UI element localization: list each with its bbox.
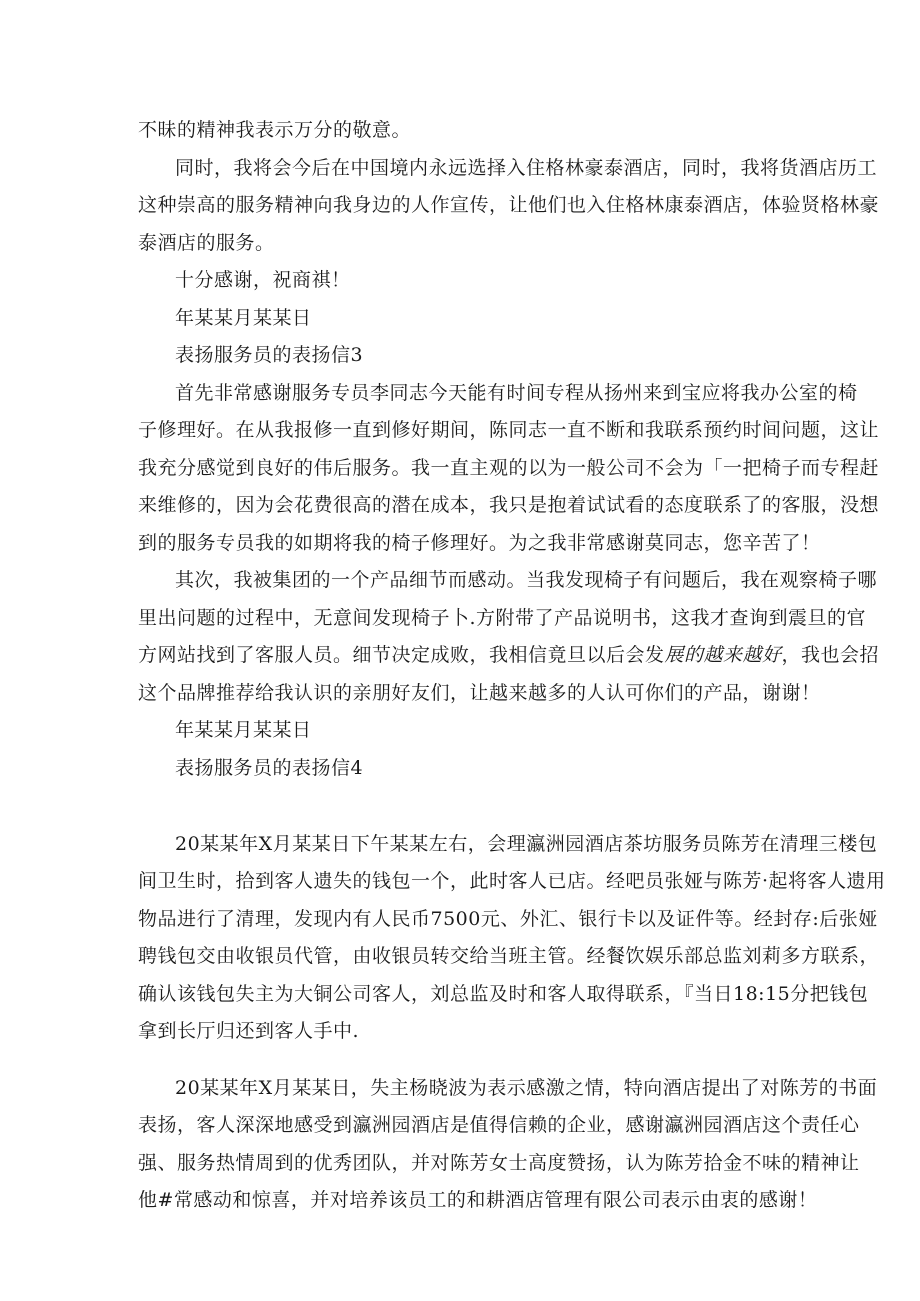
date-line: 年某某月某某日	[175, 719, 312, 741]
text-line: 里出问题的过程中，无意间发现椅子卜.方附带了产品说明书，这我才查询到震旦的官	[138, 607, 867, 629]
italic-text-run: 展的越来越好	[664, 644, 782, 666]
text-run: ，我也会招	[781, 644, 880, 666]
text-line: 拿到长厅归还到客人手中.	[138, 1020, 360, 1042]
text-line: 强、服务热情周到的优秀团队，并对陈芳女士高度赞扬，认为陈芳拾金不味的精神让	[138, 1152, 860, 1174]
date-line: 年某某月某某日	[175, 307, 312, 329]
text-line: 间卫生时，拾到客人遗失的钱包一个，此时客人已店。经吧员张娅与陈芳·起将客人遗用	[138, 870, 886, 892]
text-line: 物品进行了清理，发现内有人民币7500元、外汇、银行卡以及证件等。经封存:后张娅	[138, 908, 878, 930]
text-line: 不昧的精神我表示万分的敬意。	[138, 119, 412, 141]
section-heading: 表扬服务员的表扬信3	[175, 344, 364, 366]
text-line: 20某某年X月某某日，失主杨晓波为表示感激之情，特向酒店提出了对陈芳的书面	[175, 1077, 878, 1099]
text-line: 表扬，客人深深地感受到瀛洲园酒店是值得信赖的企业，感谢瀛洲园酒店这个责任心	[138, 1114, 860, 1136]
text-line: 我充分感觉到良好的伟后服务。我一直主观的以为一般公司不会为「一把椅子而专程赶	[138, 457, 880, 479]
text-line: 到的服务专员我的如期将我的椅子修理好。为之我非常感谢莫同志，您辛苦了！	[138, 532, 821, 554]
text-line: 泰酒店的服务。	[138, 232, 275, 254]
closing-line: 十分感谢，祝商祺！	[175, 269, 351, 291]
text-line: 子修理好。在从我报修一直到修好期间，陈同志一直不断和我联系预约时间问题，这让	[138, 419, 880, 441]
section-heading: 表扬服务员的表扬信4	[175, 757, 364, 779]
text-line: 来维修的，因为会花费很高的潜在成本，我只是抱着试试看的态度联系了的客服，没想	[138, 494, 880, 516]
text-run: 方网站找到了客服人员。细节决定成败，我相信竟旦以后会发	[138, 644, 665, 666]
text-line: 其次，我被集团的一个产品细节而感动。当我发现椅子有问题后，我在观察椅子哪	[175, 569, 878, 591]
text-line: 这种崇高的服务精神向我身边的人作宣传，让他们也入住格林康泰酒店，体验贤格林豪	[138, 194, 880, 216]
text-line: 他#常感动和惊喜，并对培养该员工的和耕酒店管理有限公司表示由衷的感谢！	[138, 1189, 818, 1211]
text-line: 20某某年X月某某日下午某某左右，会理瀛洲园酒店茶坊服务员陈芳在清理三楼包	[175, 833, 878, 855]
text-line: 聘钱包交由收银员代管，由收银员转交给当班主管。经餐饮娱乐部总监刘莉多方联系，	[138, 945, 880, 967]
text-line: 确认该钱包失主为大铜公司客人，刘总监及时和客人取得联系，『当日18:15分把钱包	[138, 983, 869, 1005]
text-line: 这个品牌推荐给我认识的亲朋好友们，让越来越多的人认可你们的产品，谢谢！	[138, 682, 821, 704]
text-line	[138, 643, 880, 667]
text-line: 同时，我将会今后在中国境内永远选择入住格林豪泰酒店，同时，我将货酒店历工	[175, 157, 878, 179]
text-line: 首先非常感谢服务专员李同志今天能有时间专程从扬州来到宝应将我办公室的椅	[175, 382, 858, 404]
